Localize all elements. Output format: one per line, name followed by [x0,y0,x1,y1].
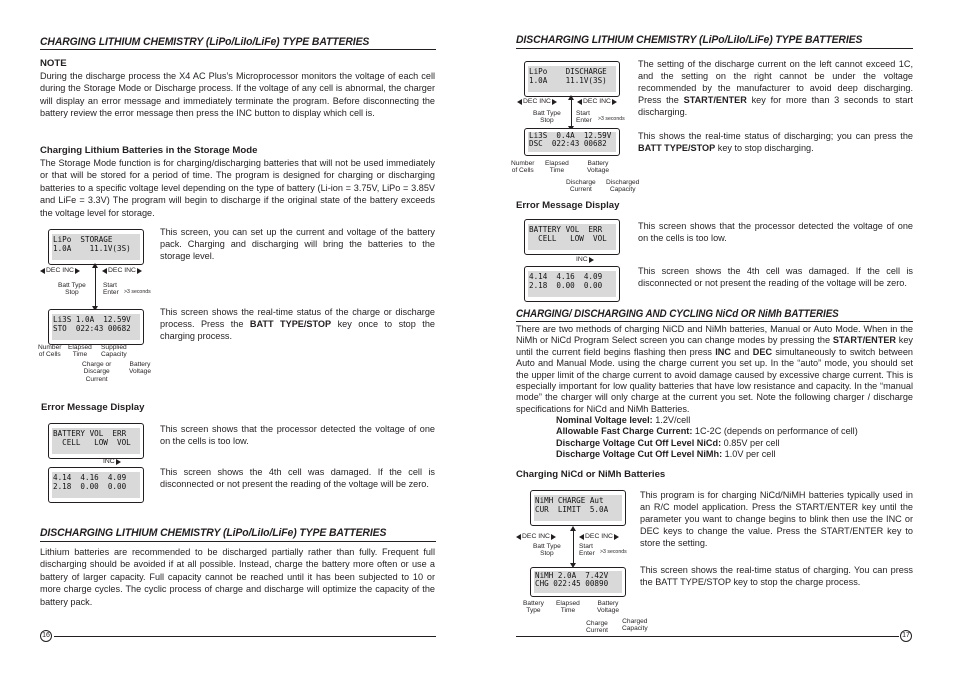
nimh-charge-status-description: This screen shows the real-time status of charging. You can press the BATT TYPE/STOP key to stop the charge process. [640,565,913,587]
discharge-status-description: This shows the real-time status of discharging; you can press the BATT TYPE/STOP key to stop discharging. [638,131,913,153]
right-heading-nicd-nimh: CHARGING/ DISCHARGING AND CYCLING NiCd OR NiMh BATTERIES [516,308,839,320]
right-arrow-icon [612,99,617,105]
start-enter-label: Start Enter [576,110,592,125]
left-footer-rule [54,636,436,637]
start-enter-label: Start Enter [103,282,119,297]
lcd-line-1: LiPo DISCHARGE [529,67,607,76]
arrow-up-icon [568,95,574,100]
charging-nicd-title: Charging NiCd or NiMh Batteries [516,469,666,480]
storage-mode-title: Charging Lithium Batteries in the Storage Mode [40,145,258,156]
label-discharged-capacity: Discharged Capacity [606,179,640,194]
left-heading-rule [40,49,436,50]
left-heading-discharging-lithium: DISCHARGING LITHIUM CHEMISTRY (LiPo/LiIo/LiFe) TYPE BATTERIES [40,527,387,539]
arrow-up-icon [92,263,98,268]
right-heading-rule [516,48,913,49]
lcd-error-low-voltage [48,423,144,459]
start-enter-label: Start Enter [579,543,595,558]
label-charge-current: Charge Current [586,620,608,635]
label-number-of-cells: Number of Cells [511,160,535,175]
left-heading2-rule [40,541,436,542]
spec-cutoff-nicd: Discharge Voltage Cut Off Level NiCd: 0.85V per cell [556,437,780,448]
left-error-title: Error Message Display [41,402,145,413]
page-number-right: 17 [900,630,912,642]
lcd-line-2: 1.0A 11.1V(3S) [53,244,131,253]
right-arrow-icon [116,459,121,465]
right-error-title: Error Message Display [516,200,620,211]
nimh-charge-setup-description: This program is for charging NiCd/NiMH batteries typically used in an R/C model application. Press the START/ENTER key until the parameter you want to change begins to blink then use the INC or DEC keys to change the value. Press the START/ENTER key to store the setting. [640,490,913,548]
lcd-line-1: BATTERY VOL ERR [529,225,603,234]
label-elapsed-time: Elapsed Time [68,344,92,359]
left-arrow-icon [40,268,45,274]
right-error-low-voltage-description: This screen shows that the processor detected the voltage of one on the cells is too low. [638,221,913,243]
lcd-error-low-voltage [524,219,620,255]
lcd-storage-setup [48,229,144,265]
lcd-storage-status-description: This screen shows the real-time status of the charge or discharge process. Press the BATT TYPE/STOP key once to stop the charging process. [160,307,435,341]
note-title: NOTE [40,58,67,69]
lcd-cell-voltages [48,467,144,503]
lcd-line-2: CELL LOW VOL [53,438,131,447]
label-battery-voltage: Battery Voltage [129,361,151,376]
right-arrow-icon [137,268,142,274]
inc-key[interactable]: INC [103,458,121,465]
nicd-nimh-specs [556,415,913,461]
lcd-line-1: Li3S 1.0A 12.59V [53,315,131,324]
batt-type-stop-label: Batt Type Stop [533,110,561,125]
error-low-voltage-description: This screen shows that the processor detected the voltage of one on the cells is too low. [160,424,435,446]
storage-mode-body: The Storage Mode function is for charging/discharging batteries that will not be used immediately or that will be stored for a period of time. The program is designed for charging or discharging batteries to a specific voltage level depending on the type of battery (Li-ion = 3.75V, LiPo = 3.85V and LiFe = 3.3V) The program will begin to discharge if the original state of the battery exceeds the voltage level for storage. [40,158,435,218]
nicd-nimh-methods-body: There are two methods of charging NiCD and NiMh batteries, Manual or Auto Mode. When in the NiMh or NiCd Program Select screen you can change modes by pressing the START/ENTER key until the current field begins flashing then press INC and DEC simultaneously to switch between Auto and Manual Mode. using the charge current you set up. In the “auto” mode, you should set the upper limit of the charge current to avoid damage caused by excessive charge current. This is especially important for low quality batteries that have low resistance and capacity. In the “manual mode” the charger will only charge at the current you set. Note the following charger / discharge specifications for NiCd and NiMh Batteries. [516,324,913,414]
right-cell-damaged-description: This screen shows the 4th cell was damaged. If the cell is disconnected or not present the reading of the voltage will be zero. [638,266,913,288]
lcd-line-2: 2.18 0.00 0.00 [53,482,127,491]
lcd-discharge-setup [524,61,620,97]
lcd-line-1: 4.14 4.16 4.09 [53,473,127,482]
flow-arrow [95,268,96,308]
dec-inc-right-keys[interactable]: DEC INC [577,98,617,105]
label-elapsed-time: Elapsed Time [545,160,569,175]
spec-fast-charge-current: Allowable Fast Charge Current: 1C-2C (depends on performance of cell) [556,426,858,437]
note-body: During the discharge process the X4 AC Plus’s Microprocessor monitors the voltage of each cell during the Storage Mode or Discharge process. If the voltage of any cell is abnormal, the charger will display an error message and immediately terminate the program. Before disconnecting the battery review the error message then press the INC button to display which cell is. [40,71,435,119]
flow-arrow [571,99,572,129]
right-footer-rule [516,636,899,637]
right-arrow-icon [551,534,556,540]
lcd-line-2: STO 022:43 00682 [53,324,131,333]
right-arrow-icon [614,534,619,540]
label-battery-voltage: Battery Voltage [587,160,609,175]
lcd-line-2: 1.0A 11.1V(3S) [529,76,607,85]
three-seconds-label: >3 seconds [124,289,151,295]
label-battery-voltage: Battery Voltage [597,600,619,615]
lcd-line-1: Li3S 0.4A 12.59V [529,131,612,140]
flow-arrow [573,530,574,566]
spec-cutoff-nimh: Discharge Voltage Cut Off Level NiMh: 1.0V per cell [556,449,776,460]
lcd-cell-voltages [524,266,620,302]
lcd-line-2: CUR LIMIT 5.0A [535,505,609,514]
batt-type-stop-label: Batt Type Stop [58,282,86,297]
spec-nominal-voltage: Nominal Voltage level: 1.2V/cell [556,415,691,425]
dec-inc-left-keys[interactable]: DEC INC [40,267,80,274]
left-arrow-icon [102,268,107,274]
lcd-line-1: NiMH CHARGE Aut [535,496,604,505]
dec-inc-left-keys[interactable]: DEC INC [517,98,557,105]
lcd-storage-status [48,309,144,345]
left-arrow-icon [579,534,584,540]
lcd-line-1: 4.14 4.16 4.09 [529,272,603,281]
batt-type-stop-label: Batt Type Stop [533,543,561,558]
arrow-up-icon [570,526,576,531]
left-arrow-icon [516,534,521,540]
label-elapsed-time: Elapsed Time [556,600,580,615]
right-arrow-icon [589,257,594,263]
discharge-lithium-body: Lithium batteries are recommended to be discharged partially rather than fully. Frequent full discharging should be avoided if at all possible. Instead, charge the battery more often or use a battery of larger capacity. Full capacity cannot be reached until it has been subjected to 10 or more charge cycles. The cyclic process of charge and discharge will optimize the capacity of the battery pack. [40,547,435,607]
lcd-line-1: NiMH 2.0A 7.42V [535,571,609,580]
lcd-line-2: 2.18 0.00 0.00 [529,281,603,290]
right-heading2-rule [516,321,913,322]
dec-inc-left-keys[interactable]: DEC INC [516,533,556,540]
cell-damaged-description: This screen shows the 4th cell was damaged. If the cell is disconnected or not present the reading of the voltage will be zero. [160,467,435,489]
three-seconds-label: >3 seconds [600,549,627,555]
label-discharge-current: Discharge Current [566,179,596,194]
label-charge-or-discharge-current: Charge or Discarge Current [82,361,112,383]
page-number-left: 16 [40,630,52,642]
right-arrow-icon [75,268,80,274]
lcd-line-1: BATTERY VOL ERR [53,429,127,438]
dec-inc-right-keys[interactable]: DEC INC [102,267,142,274]
label-battery-type: Battery Type [523,600,544,615]
left-arrow-icon [577,99,582,105]
inc-key[interactable]: INC [576,256,594,263]
dec-inc-right-keys[interactable]: DEC INC [579,533,619,540]
lcd-line-1: LiPo STORAGE [53,235,113,244]
lcd-line-2: CHG 022:45 00890 [535,579,609,588]
lcd-storage-description: This screen, you can set up the current and voltage of the battery pack. Charging and discharging will bring the batteries to the storage level. [160,227,435,261]
right-heading-discharging-lithium: DISCHARGING LITHIUM CHEMISTRY (LiPo/LiIo/LiFe) TYPE BATTERIES [516,34,863,46]
lcd-nimh-charge-setup [530,490,626,526]
discharge-setup-description: The setting of the discharge current on the left cannot exceed 1C, and the setting on the right cannot be under the voltage recommended by the manufacturer to avoid deep discharging. Press the START/ENTER key for more than 3 seconds to start discharging. [638,59,913,117]
three-seconds-label: >3 seconds [598,116,625,122]
label-charged-capacity: Charged Capacity [622,618,648,633]
left-heading-charging-lithium: CHARGING LITHIUM CHEMISTRY (LiPo/LiIo/LiFe) TYPE BATTERIES [40,36,370,48]
left-arrow-icon [517,99,522,105]
lcd-discharge-status [524,128,620,156]
lcd-line-2: CELL LOW VOL [529,234,607,243]
right-arrow-icon [552,99,557,105]
label-number-of-cells: Number of Cells [38,344,62,359]
label-supplied-capacity: Supplied Capacity [101,344,127,359]
lcd-line-2: DSC 022:43 00682 [529,139,607,148]
lcd-nimh-charge-status [530,567,626,597]
